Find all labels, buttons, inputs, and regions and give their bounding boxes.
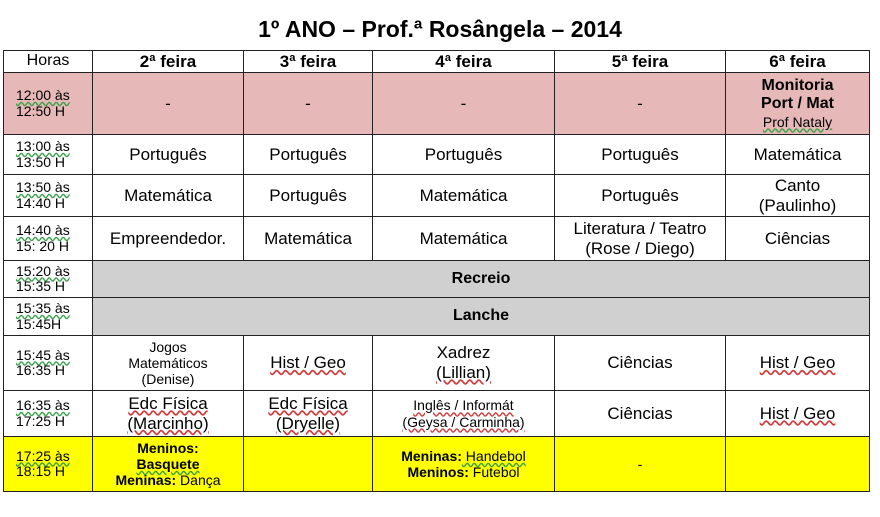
col-header-tuesday: 3ª feira (244, 51, 373, 73)
cell-friday: Hist / Geo (726, 391, 870, 437)
cell-monday: Empreendedor. (93, 217, 244, 261)
col-header-hours: Horas (4, 51, 93, 73)
cell-monday: Edc Física (Marcinho) (93, 391, 244, 437)
cell-tuesday (244, 437, 373, 492)
table-row (4, 261, 870, 298)
table-row (4, 298, 870, 336)
cell-wednesday: Português (373, 135, 555, 175)
cell-tuesday: - (244, 73, 373, 135)
table-row (4, 217, 870, 261)
cell-friday: Monitoria Port / Mat Prof Nataly (726, 73, 870, 135)
cell-monday: Matemática (93, 175, 244, 217)
cell-wednesday: Matemática (373, 175, 555, 217)
cell-thursday: Ciências (555, 391, 726, 437)
cell-wednesday: Matemática (373, 217, 555, 261)
page-title: 1º ANO – Prof.ª Rosângela – 2014 (258, 16, 622, 42)
cell-tuesday: Edc Física (Dryelle) (244, 391, 373, 437)
header-row (4, 51, 870, 73)
cell-friday: Ciências (726, 217, 870, 261)
cell-thursday: Literatura / Teatro (Rose / Diego) (555, 217, 726, 261)
schedule-table (3, 50, 870, 492)
cell-friday (726, 437, 870, 492)
cell-tuesday: Hist / Geo (244, 336, 373, 391)
cell-wednesday: Xadrez (Lillian) (373, 336, 555, 391)
time-cell: 14:40 às 15: 20 H (4, 217, 93, 261)
cell-friday: Canto (Paulinho) (726, 175, 870, 217)
cell-monday: Português (93, 135, 244, 175)
time-cell: 12:00 às 12:50 H (4, 73, 93, 135)
table-row (4, 391, 870, 437)
time-cell: 16:35 às 17:25 H (4, 391, 93, 437)
time-cell: 15:35 às 15:45H (4, 298, 93, 336)
col-header-wednesday: 4ª feira (373, 51, 555, 73)
table-row (4, 437, 870, 492)
time-cell: 17:25 às 18:15 H (4, 437, 93, 492)
table-row (4, 135, 870, 175)
table-row (4, 336, 870, 391)
break-recreio: Recreio (93, 261, 870, 298)
time-cell: 13:50 às 14:40 H (4, 175, 93, 217)
table-row (4, 73, 870, 135)
cell-thursday: Português (555, 175, 726, 217)
cell-monday: Meninos: Basquete Meninas: Dança (93, 437, 244, 492)
col-header-thursday: 5ª feira (555, 51, 726, 73)
cell-friday: Hist / Geo (726, 336, 870, 391)
break-lanche: Lanche (93, 298, 870, 336)
cell-thursday: - (555, 437, 726, 492)
col-header-monday: 2ª feira (93, 51, 244, 73)
time-cell: 13:00 às 13:50 H (4, 135, 93, 175)
cell-wednesday: Inglês / Informát (Geysa / Carminha) (373, 391, 555, 437)
cell-friday: Matemática (726, 135, 870, 175)
cell-thursday: - (555, 73, 726, 135)
time-cell: 15:45 às 16:35 H (4, 336, 93, 391)
cell-wednesday: Meninas: Handebol Meninos: Futebol (373, 437, 555, 492)
cell-wednesday: - (373, 73, 555, 135)
col-header-friday: 6ª feira (726, 51, 870, 73)
time-cell: 15:20 às 15:35 H (4, 261, 93, 298)
cell-tuesday: Português (244, 175, 373, 217)
cell-thursday: Português (555, 135, 726, 175)
cell-thursday: Ciências (555, 336, 726, 391)
cell-monday: - (93, 73, 244, 135)
cell-tuesday: Português (244, 135, 373, 175)
cell-monday: Jogos Matemáticos (Denise) (93, 336, 244, 391)
table-row (4, 175, 870, 217)
cell-tuesday: Matemática (244, 217, 373, 261)
